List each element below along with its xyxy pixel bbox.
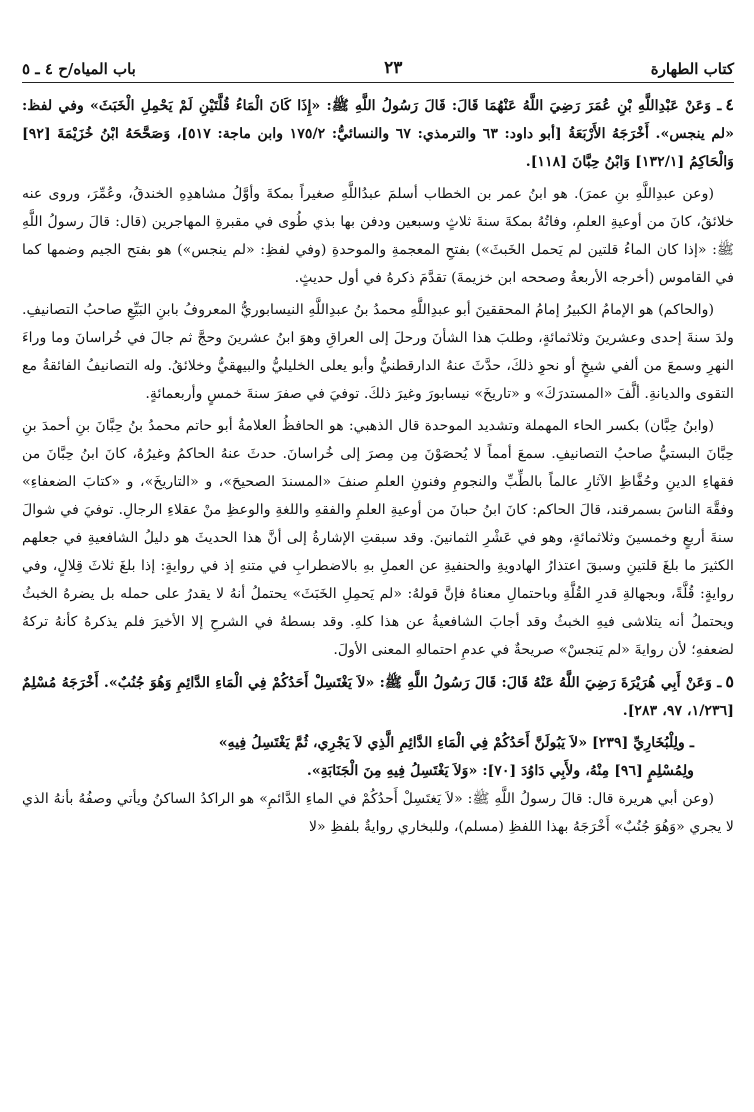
header-page-number: ٢٣ <box>384 58 403 78</box>
hadith-number: ٥ <box>725 672 734 691</box>
hadith-text: ـ وَعَنْ عَبْدِاللَّهِ بْنِ عُمَرَ رَضِيَ اللَّهُ عَنْهُمَا قَالَ: قَالَ رَسُولُ اللَّهِ ﷺ: «إِذَا كَانَ الْمَاءُ قُلَّتَيْنِ لَمْ يَحْمِلِ الْخَبَثَ» وفي لفظ: «لم ينجس». أَخْرَجَهُ الأَرْبَعَةُ [أبو داود: ٦٣ والترمذي: ٦٧ والنسائيُّ: ١٧٥/٢ وابن ماجة: ٥١٧]، وَصَحَّحَهُ ابْنُ خُزَيْمَةَ [٩٢] وَالْحَاكِمُ [١٣٢/١] وَابْنُ حِبَّانَ [١١٨]. <box>22 98 734 170</box>
hadith-4 <box>22 91 734 176</box>
page-header <box>22 38 734 83</box>
commentary-paragraph: (وعن عبدِاللَّهِ بنِ عمرَ). هو ابنُ عمر بن الخطاب أسلمَ عبدُاللَّهِ صغيراً بمكةَ وأوَّلُ مشاهدِهِ الخندقُ، وعُمِّرَ، وروى عنه خلائقُ، كانَ من أوعيةِ العلمِ، وفاتُهُ بمكةَ سنةَ ثلاثٍ وسبعين ودفن بها بذي طُوى في مقبرةِ المهاجرين (قال: قالَ رسولُ اللَّهِ ﷺ: «إذا كان الماءُ قلتين لم يَحمل الخَبثَ») بفتحِ المعجمةِ والموحدةِ (وفي لفظِ: «لم ينجس») هو بفتح الجيم وضمها كما في القاموس (أخرجه الأربعةُ وصححه ابن خزيمةَ) تقدَّمَ ذكرهُ في أول حديثٍ. <box>22 186 734 286</box>
book-page <box>22 0 734 845</box>
header-book-title: كتاب الطهارة <box>650 60 734 78</box>
commentary-paragraph: (وابنُ حِبَّان) بكسر الحاء المهملة وتشديد الموحدة قال الذهبي: هو الحافظُ العلامةُ أبو حاتم محمدُ بنُ حِبَّانَ بنِ أحمدَ بنِ حِبَّانَ البستيُّ صاحبُ التصانيفِ. سمعَ أمماً لا يُحصَوْنَ مِن مِصرَ إلى خُراسانَ. حدثَ عنهُ الحاكمُ وغيرُهُ، كانَ ابنُ حِبَّانَ من فقهاءِ الدينِ وحُفَّاظِ الآثارِ عالماً بالطِّبِّ والنجومِ وفنونِ العلمِ صنفَ «المسندَ الصحيحَ»، و «التاريخَ»، و «كتابَ الضعفاءِ» وفقَّهَ الناسَ بسمرقند، قالَ الحاكم: كانَ ابنُ حبانَ من أوعيةِ العلمِ والفقهِ واللغةِ والوعظِ منْ عقلاءِ الرجالِ. توفيَ في شوالَ سنةَ أربعٍ وخمسينَ وثلاثمائةٍ، وهو في عَشْرِ الثمانينَ. وقد سبقتِ الإشارةُ إلى أنَّ هذا الحديثَ هو دليلُ الشافعيةِ في جعلهم الكثيرَ ما بلغَ قلتينِ وسبقَ اعتذارُ الهادويةِ والحنفيةِ عن العملِ بهِ بالاضطرابِ في متنهِ إذ في روايةٍ: إذا بلغَ ثلاثَ قِلالٍ، وفي روايةٍ: قُلَّةً، وبجهالةِ قدرِ القُلَّةِ وباحتمالِ معناهُ فإنَّ قولهُ: «لم يَحمِلِ الخَبَثَ» يحتملُ أنهُ لا يقدرُ على حمله بل يضرهُ الخبثُ ويحتملُ أنه يتلاشى فيهِ الخبثُ وقد أجابَ الشافعيةُ عن هذا كلهِ. وقد بسطهُ في الشرحِ إلا الأخيرَ فلم يذكرهُ كأنهُ تركهُ لضعفهِ؛ لأن روايةَ «لم يَنجسْ» صريحةٌ في عدمِ احتمالهِ المعنى الأولَ. <box>22 418 734 658</box>
commentary-paragraph: (والحاكم) هو الإمامُ الكبيرُ إمامُ المحققينَ أبو عبدِاللَّهِ محمدُ بنُ عبدِاللَّهِ النيسابوريُّ المعروفُ بابنِ البَيِّعِ صاحبُ التصانيفِ. ولدَ سنةَ إحدى وعشرينَ وثلاثمائةٍ، وطلبَ هذا الشأنَ ورحلَ إلى العراقِ وهوَ ابنُ عشرينَ وحجَّ ثم جالَ في خُراسانَ وما وراءَ النهرِ وسمعَ من ألفي شيخٍ أو نحوِ ذلكَ، حدَّثَ عنهُ الدارقطنيُّ وأبو يعلى الخليليُّ والبيهقيُّ وخلائقُ. وله التصانيفُ الفائقةُ مع التقوى والديانةِ. ألَّفَ «المستدرَكَ» و «تاريخَ» نيسابورَ وغيرَ ذلكَ. توفيَ في صفرَ سنةَ خمسٍ وأربعمائةٍ. <box>22 302 734 402</box>
page-content <box>22 91 734 841</box>
hadith-variant: ـ ولِلْبُخَارِيِّ [٢٣٩] «لاَ يَبُولَنَّ أَحَدُكُمْ فِي الْمَاءِ الدَّائِمِ الَّذِي لاَ يَجْرِي، ثُمَّ يَغْتَسِلُ فِيهِ» <box>218 735 694 751</box>
hadith-variant: ولِمُسْلِمٍ [٩٦] مِنْهُ، ولأَبِي دَاوُدَ [٧٠]: «وَلاَ يَغْتَسِلُ فِيهِ مِنَ الْجَنَابَةِ». <box>306 763 694 779</box>
hadith-5 <box>22 668 734 725</box>
hadith-number: ٤ <box>725 95 734 114</box>
commentary-paragraph: (وعن أبي هريرة قال: قالَ رسولُ اللَّهِ ﷺ: «لاَ يَغتَسِلْ أَحدُكُمْ في الماءِ الدَّائمِ» هو الراكدُ الساكنُ ويأتي وصفُهُ بأنهُ الذي لا يجري «وَهُوَ جُنُبٌ» أَخْرَجَهُ بهذا اللفظِ (مسلم)، وللبخاري روايةٌ بلفظِ «لا <box>22 791 734 835</box>
hadith-text: ـ وَعَنْ أَبِي هُرَيْرَةَ رَضِيَ اللَّهُ عَنْهُ قَالَ: قَالَ رَسُولُ اللَّهِ ﷺ: «لاَ يَغْتَسِلْ أَحَدُكُمْ فِي الْمَاءِ الدَّائِمِ وَهُوَ جُنُبٌ». أَخْرَجَهُ مُسْلِمٌ [١/٢٣٦، ٩٧، ٢٨٣]. <box>22 675 734 719</box>
header-chapter: باب المياه/ح ٤ ـ ٥ <box>22 60 136 78</box>
